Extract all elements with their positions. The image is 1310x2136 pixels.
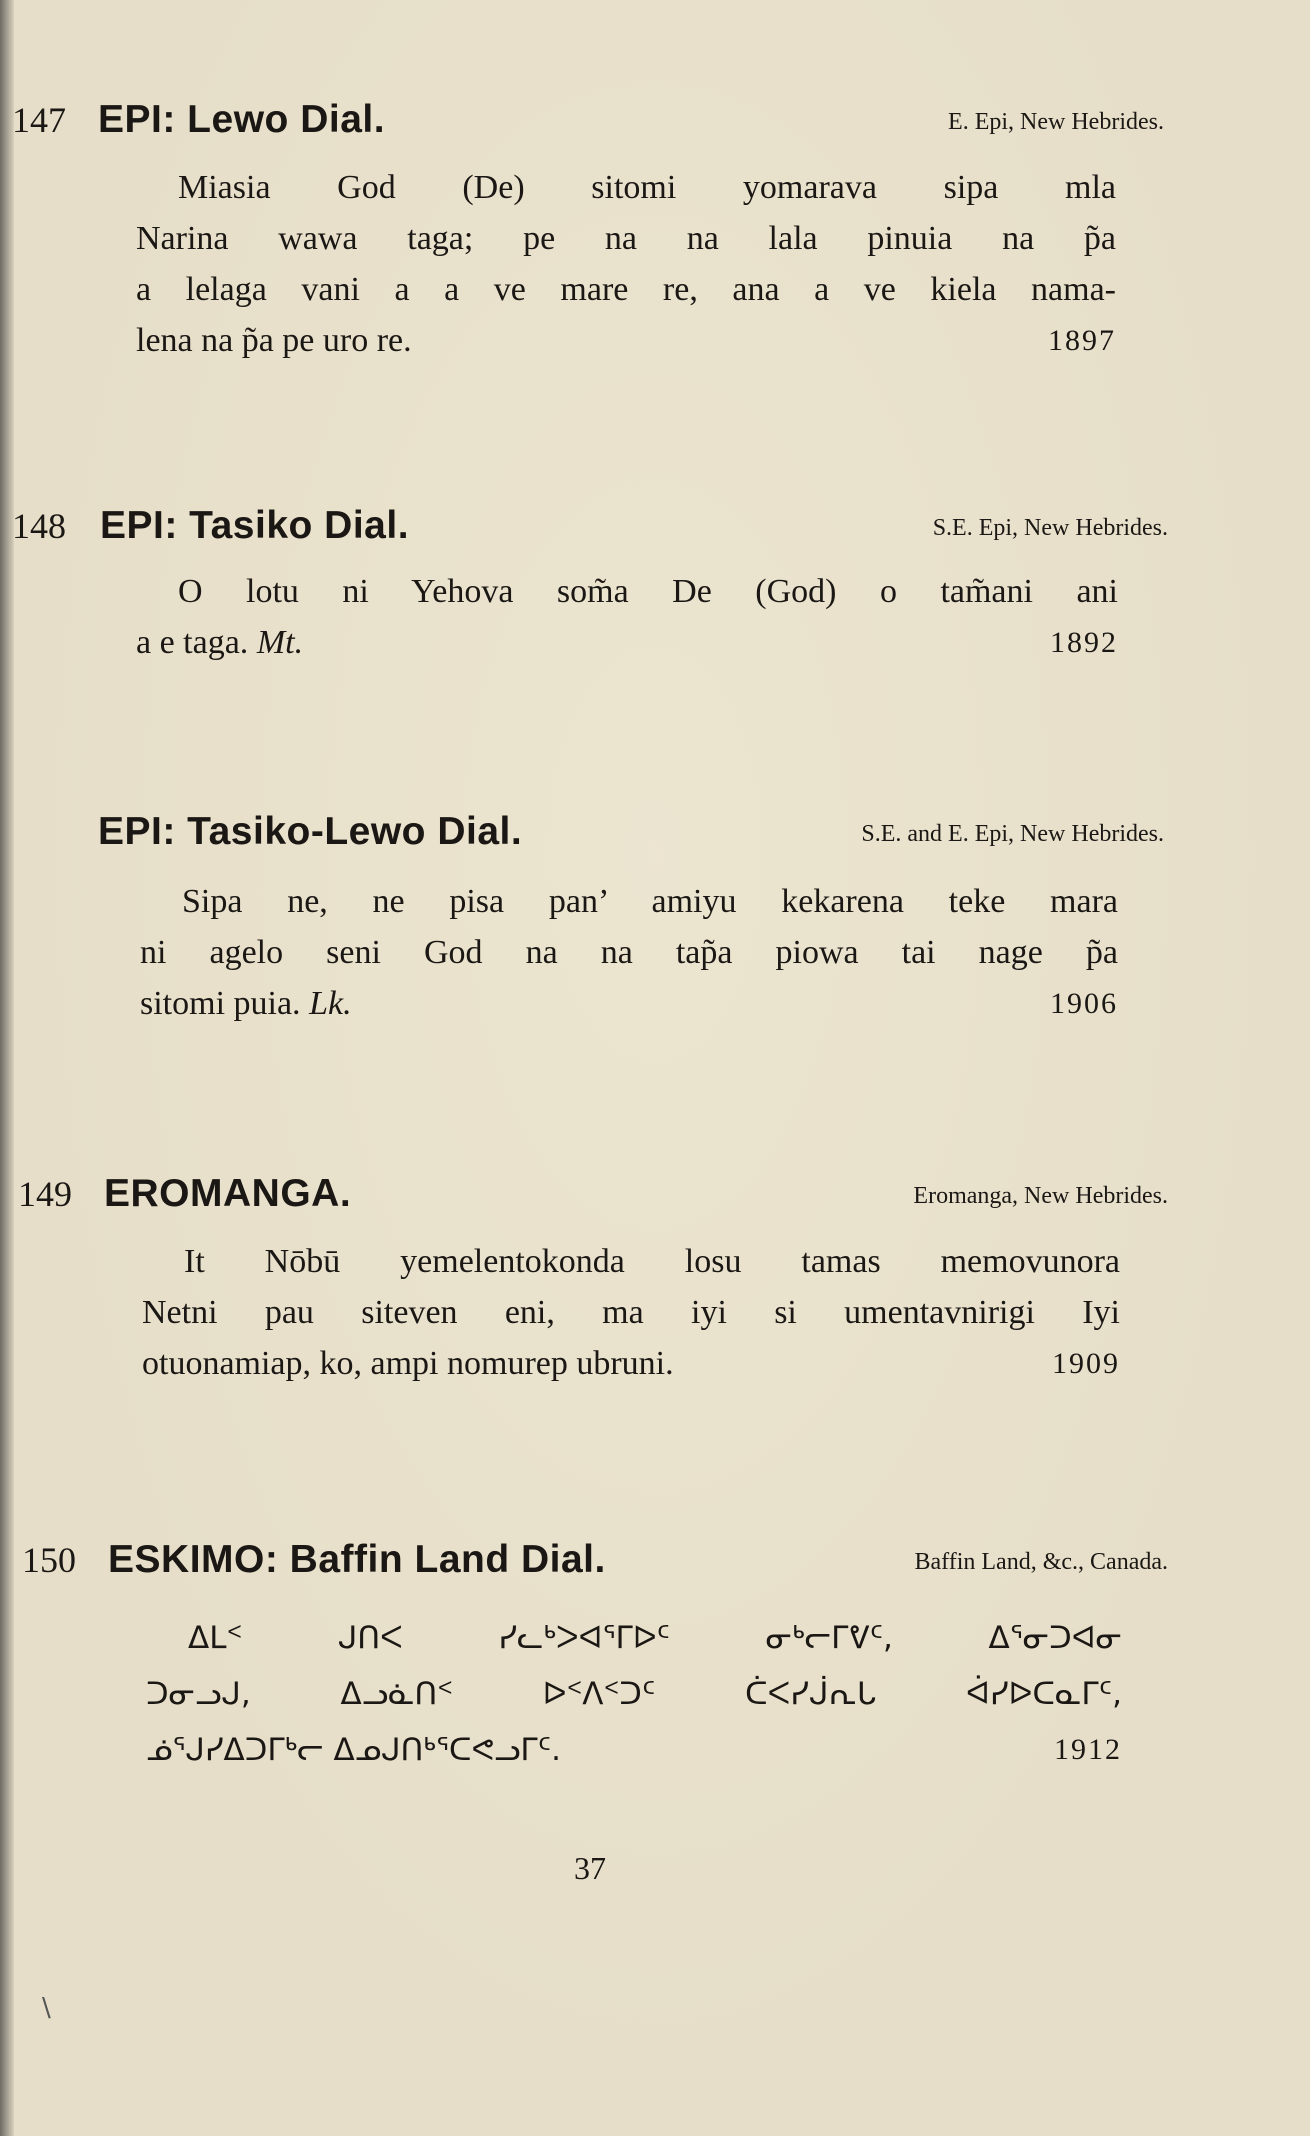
- entry-year: 1912: [1054, 1733, 1122, 1766]
- entry-title: EPI: Tasiko Dial.: [100, 504, 410, 547]
- text-line: lena na p̃a pe uro re.: [136, 322, 412, 359]
- entry-region: S.E. Epi, New Hebrides.: [932, 515, 1168, 541]
- text-line: Netni pau siteven eni, ma iyi si umentavnirigi Iyi: [142, 1294, 1120, 1331]
- text-line: Sipa ne, ne pisa pan’ amiyu kekarena teke mara: [182, 883, 1118, 920]
- entry-heading: [0, 1536, 1310, 1584]
- entry-title: EPI: Tasiko-Lewo Dial.: [98, 810, 523, 853]
- entry-year: 1909: [1052, 1347, 1120, 1380]
- entry-number: 148: [12, 506, 66, 546]
- entry-region: S.E. and E. Epi, New Hebrides.: [861, 821, 1164, 847]
- entry-heading: [0, 808, 1310, 856]
- text-line-last: [140, 978, 1118, 1029]
- entry-text: [136, 566, 1118, 668]
- entry-text: [146, 1610, 1122, 1778]
- entry-number: 149: [18, 1174, 72, 1214]
- entry-title: EPI: Lewo Dial.: [98, 98, 386, 141]
- text-line: sitomi puia.: [140, 985, 301, 1022]
- entry-heading: [0, 96, 1310, 144]
- scripture-reference: Lk.: [309, 985, 352, 1022]
- entry-text: [140, 876, 1118, 1029]
- text-line: It Nōbū yemelentokonda losu tamas memovunora: [184, 1243, 1120, 1280]
- margin-mark: \: [42, 1993, 51, 2023]
- text-line: ᓅᕐᒍᓯᐃᑐᒥᒃᓕ ᐃᓄᒍᑎᒃᕐᑕᕙᓗᒥᑦ.: [146, 1732, 561, 1768]
- text-line-last: [142, 1338, 1120, 1389]
- entry-number: 147: [12, 100, 66, 140]
- text-line: Miasia God (De) sitomi yomarava sipa mla: [178, 169, 1116, 206]
- text-line: O lotu ni Yehova som̃a De (God) o tam̃ani ani: [178, 573, 1118, 610]
- scripture-reference: Mt.: [256, 624, 304, 661]
- text-line-last: [136, 315, 1116, 366]
- page-binding-edge: [0, 0, 14, 2136]
- text-line-last: [136, 617, 1118, 668]
- entry-region: Baffin Land, &c., Canada.: [914, 1549, 1168, 1575]
- entry-heading: [0, 502, 1310, 550]
- page-number: 37: [574, 1850, 606, 1886]
- entry-text: [142, 1236, 1120, 1389]
- entry-title: ESKIMO: Baffin Land Dial.: [108, 1538, 606, 1581]
- entry-year: 1906: [1050, 987, 1118, 1020]
- text-line-last: [146, 1722, 1122, 1778]
- entry-heading: [0, 1170, 1310, 1218]
- entry-title: EROMANGA.: [104, 1172, 352, 1215]
- entry-year: 1892: [1050, 626, 1118, 659]
- entry-region: E. Epi, New Hebrides.: [948, 109, 1164, 135]
- text-line: a e taga.: [136, 624, 249, 661]
- entry-text: [136, 162, 1116, 366]
- entry-region: Eromanga, New Hebrides.: [913, 1183, 1168, 1209]
- text-line: ᐃᒪᑉ ᒍᑎᐸ ᓯᓚᒃᐳᐊᕐᒥᐅᑦ ᓂᒃᓕᒥᕓᑦ, ᐃᕐᓂᑐᐊᓂ: [188, 1620, 1122, 1656]
- text-line: ni agelo seni God na na tap̃a piowa tai nage p̃a: [140, 934, 1118, 971]
- entry-year: 1897: [1048, 324, 1116, 357]
- text-line: ᑐᓂᓗᒍ, ᐃᓗᓈᑎᑉ ᐅᑉᐱᑉᑐᑦ ᑖᐸᓯᒎᕆᒐ ᐋᓯᐅᑕᓇᒥᑦ,: [146, 1676, 1122, 1712]
- entry-number: 150: [22, 1540, 76, 1580]
- text-line: Narina wawa taga; pe na na lala pinuia na p̃a: [136, 220, 1116, 257]
- text-line: a lelaga vani a a ve mare re, ana a ve kiela nama-: [136, 271, 1116, 308]
- text-line: otuonamiap, ko, ampi nomurep ubruni.: [142, 1345, 674, 1382]
